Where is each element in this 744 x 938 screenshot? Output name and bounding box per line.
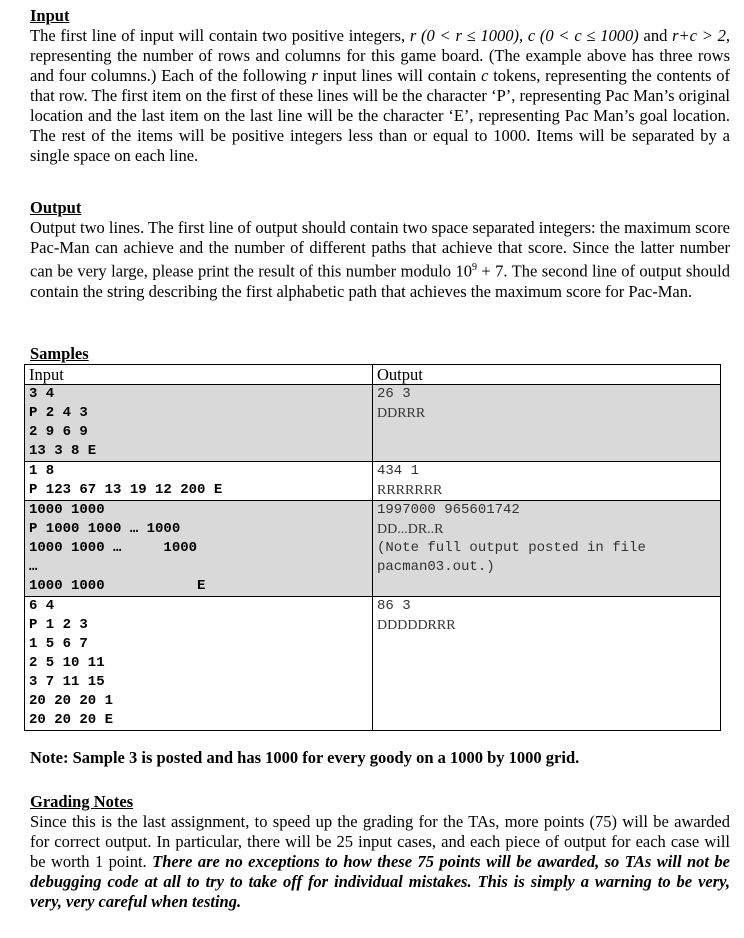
output-paragraph: Output two lines. The first line of output should contain two space separated integers: the maximum score Pac-Man can achieve and the number of different paths that achieve that score. Since the latter number can be very large, please print the result of this number modulo $10^9 + 7$. The second line of output should contain the string describing the first alphabetic path that achieves the maximum score for Pac-Man. xyxy=(30,218,731,301)
grading-paragraph: Since this is the last assignment, to speed up the grading for the TAs, more points (75) will be awarded for correct output. In particular, there will be 25 input cases, and each piece of output for each case will be worth 1 point. There are no exceptions to how these 75 points will be awarded, so TAs will not be debugging code at all to try to take off for individual mistakes. This is simply a warning to be very, very, very careful when testing. xyxy=(30,812,730,911)
output-column-header: Output xyxy=(373,365,721,385)
output-heading: Output xyxy=(30,198,82,217)
sample-input-cell: 3 4 P 2 4 3 2 9 6 9 13 3 8 E xyxy=(25,385,373,462)
grading-section xyxy=(30,792,730,912)
input-column-header: Input xyxy=(25,365,373,385)
sample-output-cell: 26 3 DDRRR xyxy=(373,385,721,462)
samples-section xyxy=(30,344,730,364)
input-heading: Input xyxy=(30,6,70,25)
sample-output-cell: 86 3 DDDDDRRR xyxy=(373,597,721,731)
samples-heading: Samples xyxy=(30,344,89,363)
sample-row xyxy=(25,385,721,462)
sample-output-cell: 434 1 RRRRRRR xyxy=(373,462,721,501)
output-section xyxy=(30,198,730,302)
sample-row xyxy=(25,462,721,501)
sample-input-cell: 1 8 P 123 67 13 19 12 200 E xyxy=(25,462,373,501)
sample-input-cell: 1000 1000 P 1000 1000 … 1000 1000 1000 … 1000 … 1000 1000 E xyxy=(25,501,373,597)
grading-heading: Grading Notes xyxy=(30,792,134,811)
sample-row xyxy=(25,597,721,731)
sample-output-cell: 1997000 965601742 DD...DR..R (Note full output posted in file pacman03.out.) xyxy=(373,501,721,597)
samples-header-row xyxy=(25,365,721,385)
samples-table xyxy=(24,364,721,731)
input-paragraph: The first line of input will contain two positive integers, r (0 < r ≤ 1000), c (0 < c ≤ 1000) and r+c > 2, representing the number of rows and columns for this game board. (The example above has three rows and four columns.) Each of the following r input lines will contain c tokens, representing the contents of that row. The first item on the first of these lines will be the character ‘P’, representing Pac Man’s original location and the last item on the last line will be the character ‘E’, representing Pac Man’s goal location. The rest of the items will be positive integers less than or equal to 1000. Items will be separated by a single space on each line. xyxy=(30,26,731,165)
input-section xyxy=(30,6,730,166)
note-section xyxy=(30,748,730,768)
sample-input-cell: 6 4 P 1 2 3 1 5 6 7 2 5 10 11 3 7 11 15 20 20 20 1 20 20 20 E xyxy=(25,597,373,731)
sample-row xyxy=(25,501,721,597)
sample-note: Note: Sample 3 is posted and has 1000 for every goody on a 1000 by 1000 grid. xyxy=(30,748,580,767)
